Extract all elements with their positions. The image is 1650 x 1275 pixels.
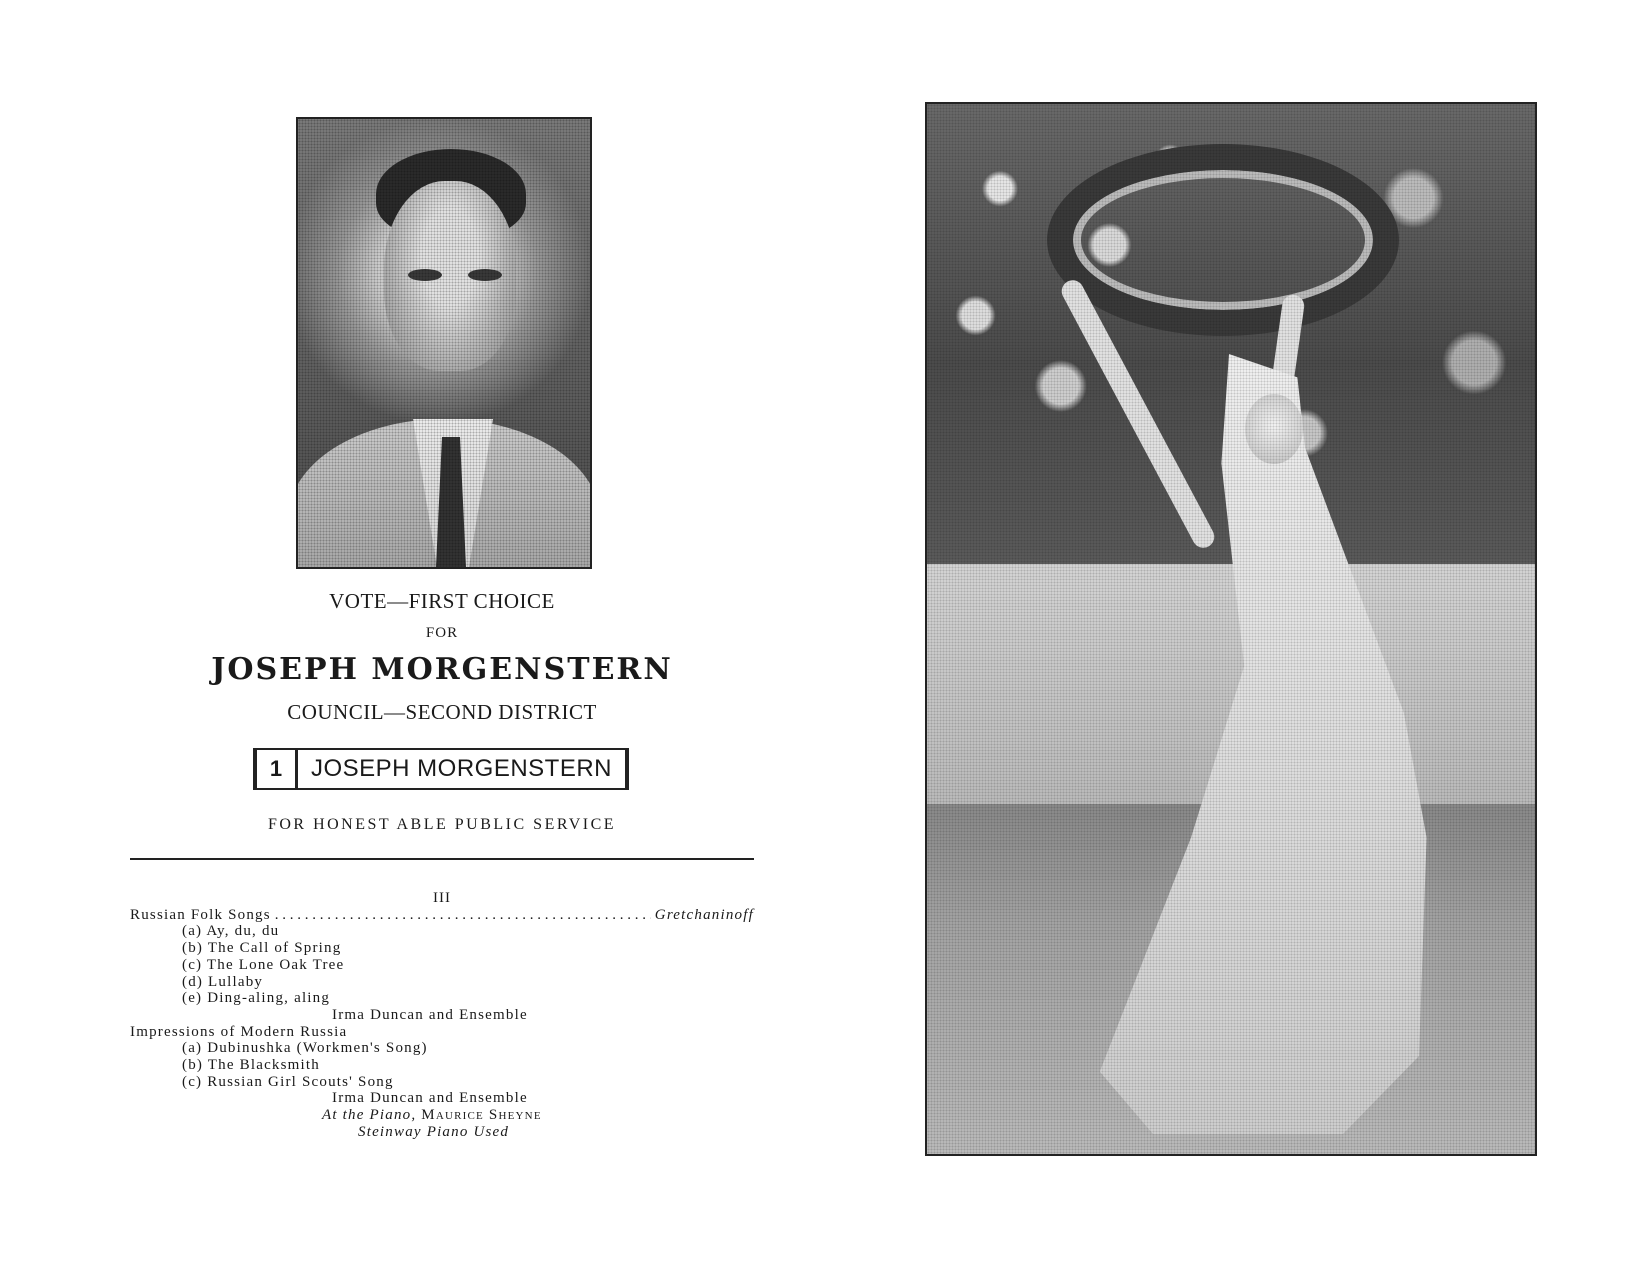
steinway-credit: Steinway Piano Used [358, 1123, 510, 1140]
ballot-number: 1 [257, 750, 298, 788]
council-district-line: COUNCIL—SECOND DISTRICT [287, 700, 597, 724]
program-item: (c) The Lone Oak Tree [182, 956, 345, 973]
program-group-title: Impressions of Modern Russia [130, 1023, 348, 1040]
candidate-portrait-photo [296, 117, 592, 569]
for-label: FOR [425, 625, 459, 641]
program-item: (b) The Blacksmith [182, 1057, 320, 1074]
vote-first-choice-heading: VOTE—FIRST CHOICE [329, 589, 555, 613]
piano-credit-prefix: At the Piano, [322, 1107, 417, 1124]
program-group-title: Russian Folk Songs [130, 906, 271, 923]
piano-credit [130, 1107, 754, 1124]
leader-dots [275, 907, 651, 924]
program-listing [130, 890, 754, 1141]
pianist-name: Maurice Sheyne [421, 1107, 542, 1124]
program-item: (e) Ding-aling, aling [182, 990, 331, 1007]
performer-credit: Irma Duncan and Ensemble [332, 1090, 528, 1107]
program-item: (a) Dubinushka (Workmen's Song) [182, 1040, 428, 1057]
program-group-title-row [130, 907, 754, 924]
campaign-slogan: FOR HONEST ABLE PUBLIC SERVICE [267, 816, 617, 833]
section-numeral: III [433, 890, 451, 906]
program-item: (a) Ay, du, du [182, 923, 280, 940]
composer-name: Gretchaninoff [654, 906, 754, 923]
candidate-name: JOSEPH MORGENSTERN [211, 652, 673, 687]
program-item: (d) Lullaby [182, 973, 264, 990]
horizontal-rule [130, 858, 754, 860]
ballot-candidate-name: JOSEPH MORGENSTERN [310, 755, 613, 782]
dancer-photograph [925, 102, 1537, 1156]
ballot-box [253, 748, 629, 790]
performer-credit: Irma Duncan and Ensemble [332, 1006, 528, 1023]
program-item: (c) Russian Girl Scouts' Song [182, 1073, 394, 1090]
program-item: (b) The Call of Spring [182, 940, 342, 957]
